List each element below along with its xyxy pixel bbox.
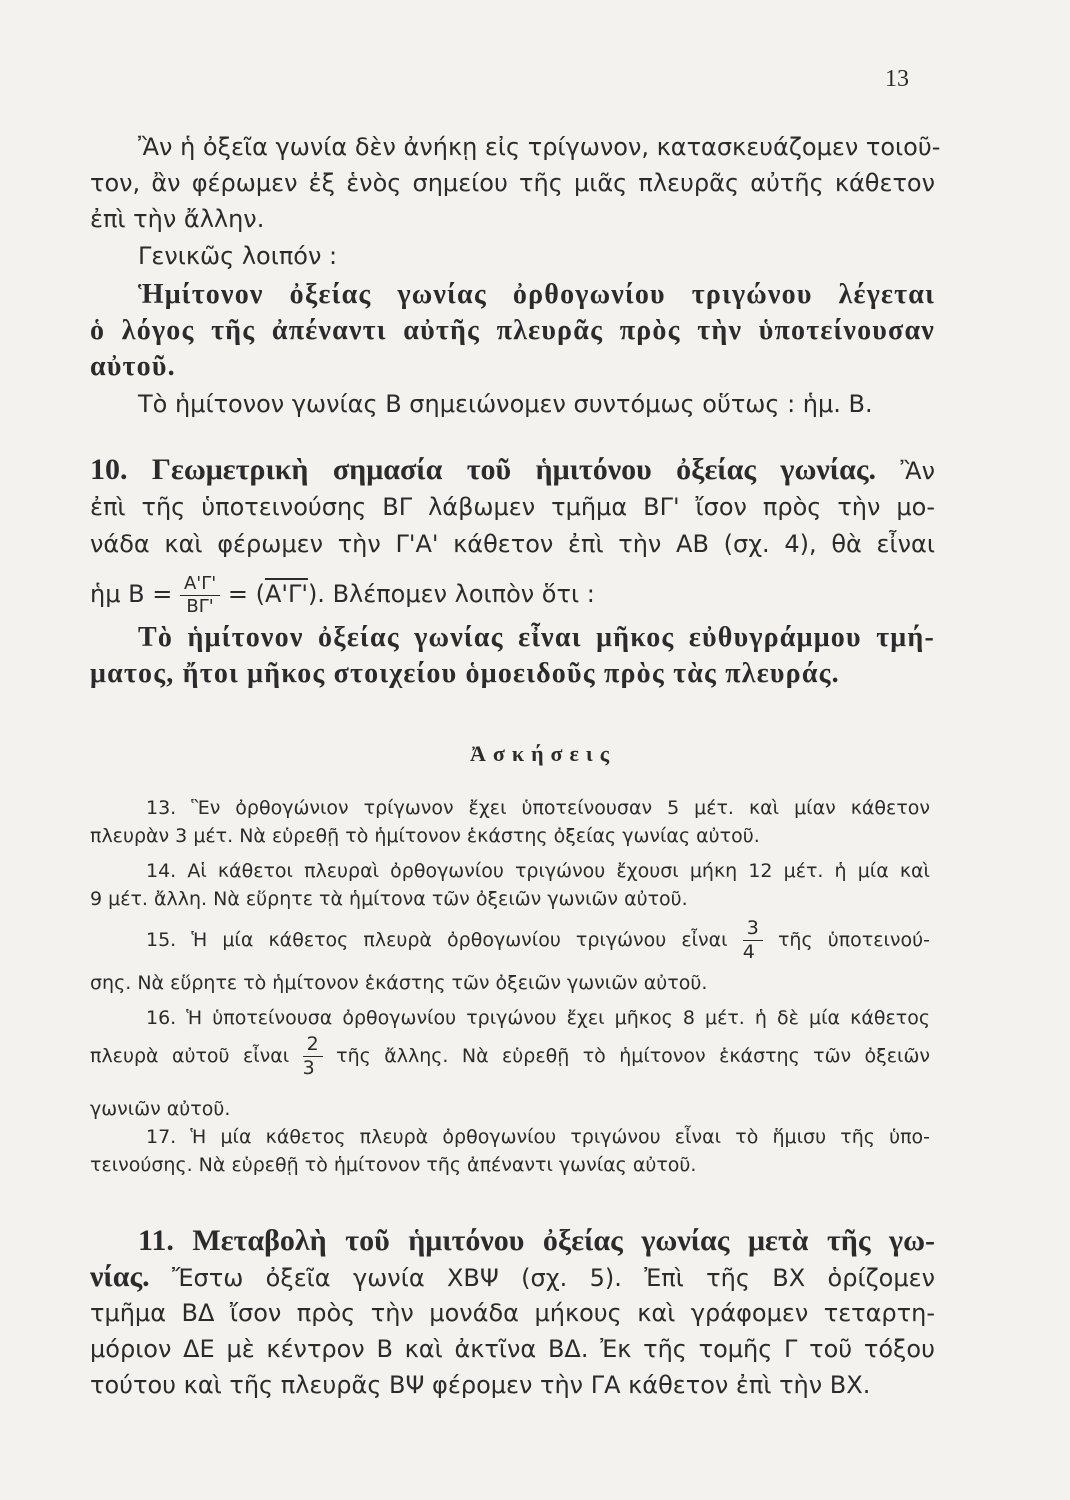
exercise-13-line2: πλευρὰν 3 μέτ. Νὰ εὑρεθῇ τὸ ἡμίτονον ἑκάστης ὀξείας γωνίας αὐτοῦ. [90,825,760,847]
exercise-16-line2: πλευρὰ αὐτοῦ εἶναι $\frac{2}{3}$ τῆς ἄλλης. Νὰ εὑρεθῇ τὸ ἡμίτονον ἑκάστης τῶν ὀξειῶν [90,1033,930,1079]
exercise-14-line1: 14. Αἱ κάθετοι πλευραὶ ὀρθογωνίου τριγώνου ἔχουσι μήκη 12 μέτ. ἡ μία καὶ [146,860,930,882]
section10-title: 10. Γεωμετρικὴ σημασία τοῦ ἡμιτόνου ὀξείας γωνίας. [90,453,876,486]
section11-title: 11. Μεταβολὴ τοῦ ἡμιτόνου ὀξείας γωνίας μετὰ τῆς γω- [138,1224,935,1257]
formula-fraction: $\frac{A'\Gamma'}{B\Gamma'}$ [180,575,220,616]
section10-title-line: 10. Γεωμετρικὴ σημασία τοῦ ἡμιτόνου ὀξείας γωνίας. Ἂν [90,453,935,486]
exercise-17-line2: τεινούσης. Νὰ εὑρεθῇ τὸ ἡμίτονον τῆς ἀπέναντι γωνίας αὐτοῦ. [90,1154,697,1176]
generally-line: Γενικῶς λοιπόν : [138,242,338,270]
exercises-heading: Ἀσκήσεις [470,741,617,766]
section10-line2: ἐπὶ τῆς ὑποτεινούσης ΒΓ λάβωμεν τμῆμα ΒΓ' ἴσον πρὸς τὴν μο- [90,493,935,521]
rule-line1: Τὸ ἡμίτονον ὀξείας γωνίας εἶναι μῆκος εὐθυγράμμου τμή- [138,622,935,653]
section11-line4: τούτου καὶ τῆς πλευρᾶς ΒΨ φέρομεν τὴν ΓΑ κάθετον ἐπὶ τὴν ΒΧ. [90,1371,871,1399]
notation-line: Τὸ ἡμίτονον γωνίας Β σημειώνομεν συντόμως οὕτως : ἡμ. Β. [138,390,873,418]
page-number: 13 [885,66,909,92]
fraction-2-3: $\frac{2}{3}$ [303,1035,323,1078]
section11-line2: τμῆμα ΒΔ ἴσον πρὸς τὴν μονάδα μήκους καὶ γράφομεν τεταρτη- [90,1299,935,1327]
exercise-17-line1: 17. Ἡ μία κάθετος πλευρὰ ὀρθογωνίου τριγώνου εἶναι τὸ ἥμισυ τῆς ὑπο- [146,1126,930,1148]
fraction-3-4: $\frac{3}{4}$ [743,919,763,962]
para1-line2: τον, ἂν φέρωμεν ἐξ ἑνὸς σημείου τῆς μιᾶς πλευρᾶς αὐτῆς κάθετον [90,169,935,197]
sine-formula: ἡμ Β = $\frac{A'\Gamma'}{B\Gamma'}$ = (Α'Γ'). Βλέπομεν λοιπὸν ὅτι : [90,572,595,617]
section10-line3: νάδα καὶ φέρωμεν τὴν Γ'Α' κάθετον ἐπὶ τὴν ΑΒ (σχ. 4), θὰ εἶναι [90,530,935,558]
section11-line1: νίας. Ἔστω ὀξεῖα γωνία ΧΒΨ (σχ. 5). Ἐπὶ τῆς ΒΧ ὁρίζομεν [90,1260,935,1293]
exercise-14-line2: 9 μέτ. ἄλλη. Νὰ εὕρητε τὰ ἡμίτονα τῶν ὀξειῶν γωνιῶν αὐτοῦ. [90,888,688,910]
rule-line2: ματος, ἤτοι μῆκος στοιχείου ὁμοειδοῦς πρὸς τὰς πλευράς. [90,658,840,689]
segment-overline: Α'Γ' [264,580,308,608]
exercise-15-line2: σης. Νὰ εὕρητε τὸ ἡμίτονον ἑκάστης τῶν ὀξειῶν γωνιῶν αὐτοῦ. [90,972,708,994]
exercise-13-line1: 13. Ἓν ὀρθογώνιον τρίγωνον ἔχει ὑποτείνουσαν 5 μέτ. καὶ μίαν κάθετον [146,797,930,819]
para1-line1: Ἂν ἡ ὀξεῖα γωνία δὲν ἀνήκῃ εἰς τρίγωνον, κατασκευάζομεν τοιοῦ- [138,133,941,161]
definition-line1: Ἡμίτονον ὀξείας γωνίας ὀρθογωνίου τριγώνου λέγεται [138,279,935,310]
section11-line3: μόριον ΔΕ μὲ κέντρον Β καὶ ἀκτῖνα ΒΔ. Ἐκ τῆς τομῆς Γ τοῦ τόξου [90,1335,935,1363]
para1-line3: ἐπὶ τὴν ἄλλην. [90,205,265,233]
exercise-16-line1: 16. Ἡ ὑποτείνουσα ὀρθογωνίου τριγώνου ἔχει μῆκος 8 μέτ. ἡ δὲ μία κάθετος [146,1007,930,1029]
exercise-15-line1: 15. Ἡ μία κάθετος πλευρὰ ὀρθογωνίου τριγώνου εἶναι $\frac{3}{4}$ τῆς ὑποτεινού- [146,917,930,963]
definition-line2: ὁ λόγος τῆς ἀπέναντι αὐτῆς πλευρᾶς πρὸς τὴν ὑποτείνουσαν [90,315,935,346]
exercise-16-line3: γωνιῶν αὐτοῦ. [90,1098,231,1120]
definition-line3: αὐτοῦ. [90,351,176,382]
